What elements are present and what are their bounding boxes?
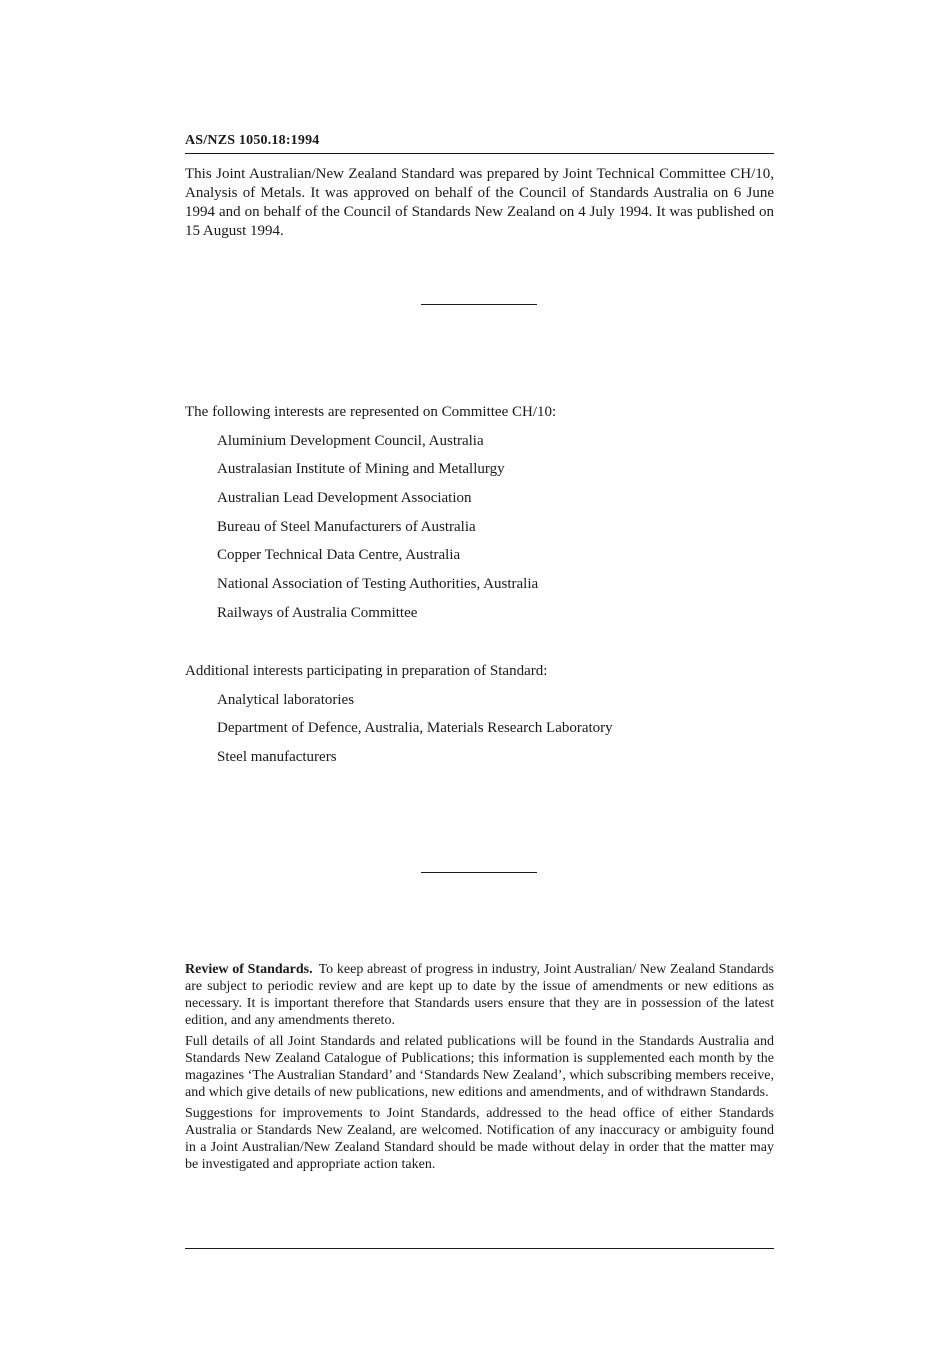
intro-paragraph: This Joint Australian/New Zealand Standard was prepared by Joint Technical Committee CH/10, Analysis of Metals. It was approved on behalf of the Council of Standards Australia on 6 June 1994 and on behalf of the Council of Standards New Zealand on 4 July 1994. It was published on 15 August 1994. — [185, 166, 774, 239]
committee-section — [185, 403, 774, 623]
committee-item: National Association of Testing Authorities, Australia — [217, 576, 539, 593]
additional-heading: Additional interests participating in preparation of Standard: — [185, 663, 548, 679]
header-divider — [185, 153, 774, 154]
committee-item: Australian Lead Development Association — [217, 490, 472, 507]
additional-item: Department of Defence, Australia, Materials Research Laboratory — [217, 720, 613, 737]
additional-list — [185, 691, 774, 767]
section-divider-1 — [421, 304, 537, 305]
additional-item: Steel manufacturers — [217, 749, 337, 766]
footer-divider — [185, 1248, 774, 1249]
review-paragraph-2: Full details of all Joint Standards and related publications will be found in the Standards Australia and Standards New Zealand Catalogue of Publications; this information is supplemented each month by the magazines ‘The Australian Standard’ and ‘Standards New Zealand’, which subscribing members receive, and which give details of new publications, new editions and amendments, and of withdrawn Standards. — [185, 1034, 774, 1100]
committee-item: Australasian Institute of Mining and Metallurgy — [217, 461, 505, 478]
standard-number: AS/NZS 1050.18:1994 — [185, 133, 320, 148]
committee-item: Copper Technical Data Centre, Australia — [217, 547, 461, 564]
committee-item: Aluminium Development Council, Australia — [217, 432, 484, 449]
committee-item: Railways of Australia Committee — [217, 604, 418, 621]
committee-list — [185, 432, 774, 623]
committee-item: Bureau of Steel Manufacturers of Australia — [217, 518, 476, 535]
review-paragraph-1 — [185, 961, 774, 1029]
committee-heading: The following interests are represented on Committee CH/10: — [185, 404, 557, 420]
review-section — [185, 961, 774, 1177]
review-lead: Review of Standards. — [185, 962, 313, 977]
section-divider-2 — [421, 872, 537, 873]
review-paragraph-3: Suggestions for improvements to Joint Standards, addressed to the head office of either Standards Australia or Standards New Zealand, are welcomed. Notification of any inaccuracy or ambiguity found in a Joint Australian/New Zealand Standard should be made without delay in order that the matter may be investigated and appropriate action taken. — [185, 1106, 774, 1172]
document-page — [185, 0, 774, 1345]
review-paragraph-1-text: To keep abreast of progress in industry, Joint Australian/ New Zealand Standards are subject to periodic review and are kept up to date by the issue of amendments or new editions as necessary. It is important therefore that Standards users ensure that they are in possession of the latest edition, and any amendments thereto. — [185, 962, 774, 1028]
additional-section — [185, 662, 774, 767]
additional-item: Analytical laboratories — [217, 691, 355, 708]
